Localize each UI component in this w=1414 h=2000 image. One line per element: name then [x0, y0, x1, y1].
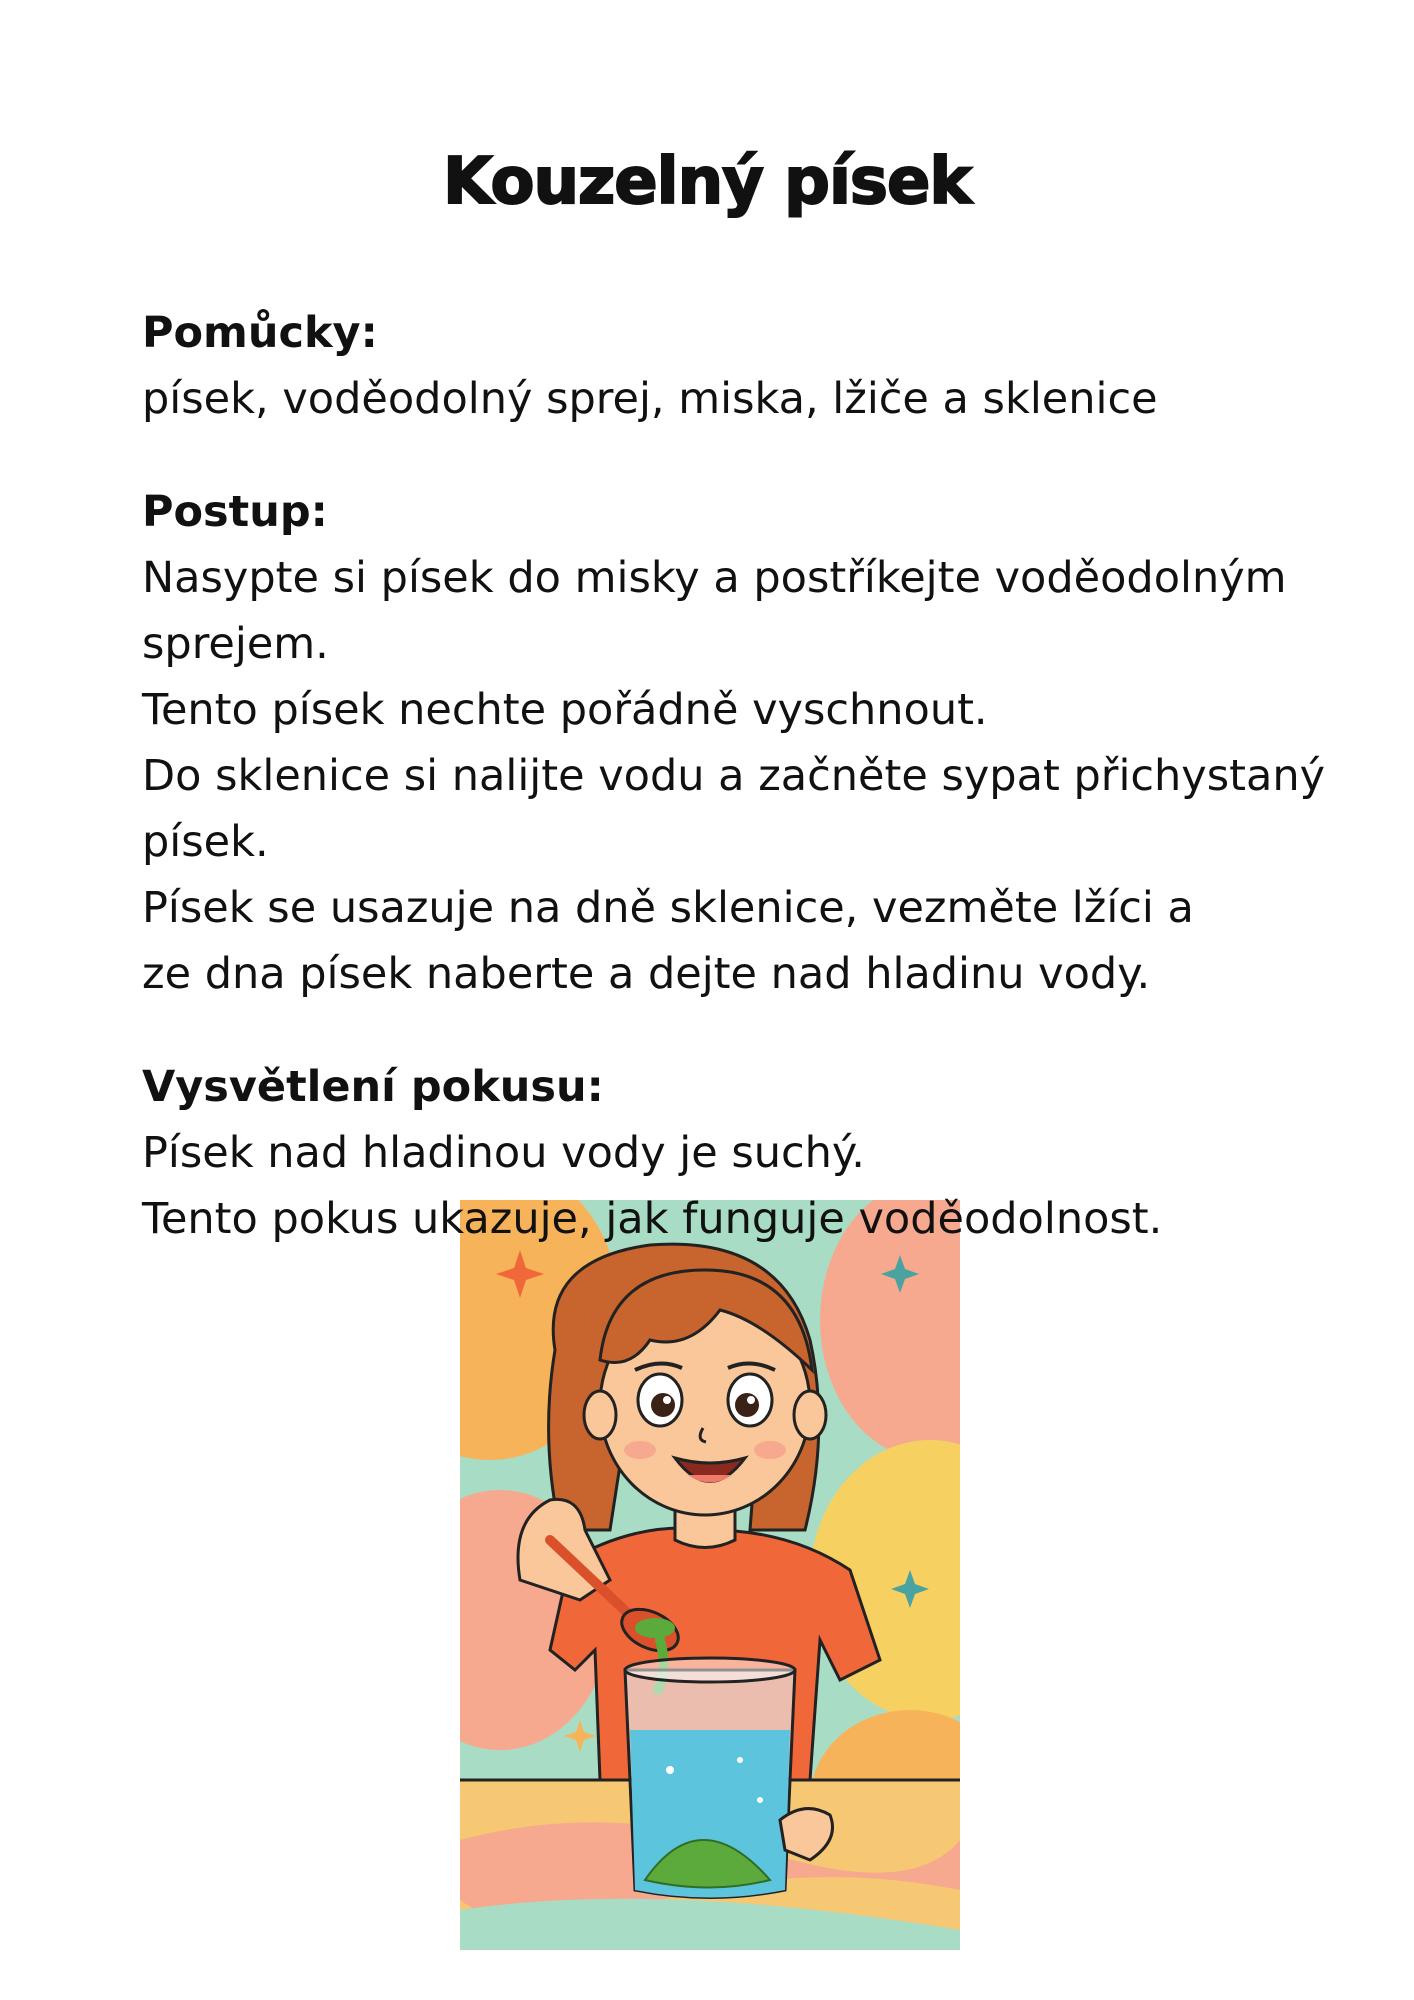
text-line: sprejem.: [142, 619, 329, 669]
section-heading: Postup:: [142, 487, 328, 537]
section-heading: Pomůcky:: [142, 308, 378, 358]
text-line: písek.: [142, 817, 269, 867]
text-line: Tento pokus ukazuje, jak funguje voděodolnost.: [142, 1194, 1163, 1244]
text-line: Tento písek nechte pořádně vyschnout.: [142, 685, 988, 735]
section-explanation: [142, 1054, 1342, 1252]
text-line: Písek nad hladinou vody je suchý.: [142, 1128, 865, 1178]
text-line: Písek se usazuje na dně sklenice, vezměte lžíci a: [142, 883, 1194, 933]
text-line: písek, voděodolný sprej, miska, lžiče a sklenice: [142, 374, 1158, 424]
text-line: ze dna písek naberte a dejte nad hladinu vody.: [142, 949, 1151, 999]
page-title: Kouzelný písek: [443, 145, 971, 219]
section-procedure: [142, 479, 1342, 1007]
section-materials: [142, 300, 1342, 432]
section-heading: Vysvětlení pokusu:: [142, 1062, 604, 1112]
experiment-illustration: [460, 1200, 960, 1950]
text-line: Nasypte si písek do misky a postříkejte voděodolným: [142, 553, 1287, 603]
girl-illustration-image: [460, 1200, 960, 1950]
instructions: [142, 300, 1342, 1299]
text-line: Do sklenice si nalijte vodu a začněte sypat přichystaný: [142, 751, 1326, 801]
